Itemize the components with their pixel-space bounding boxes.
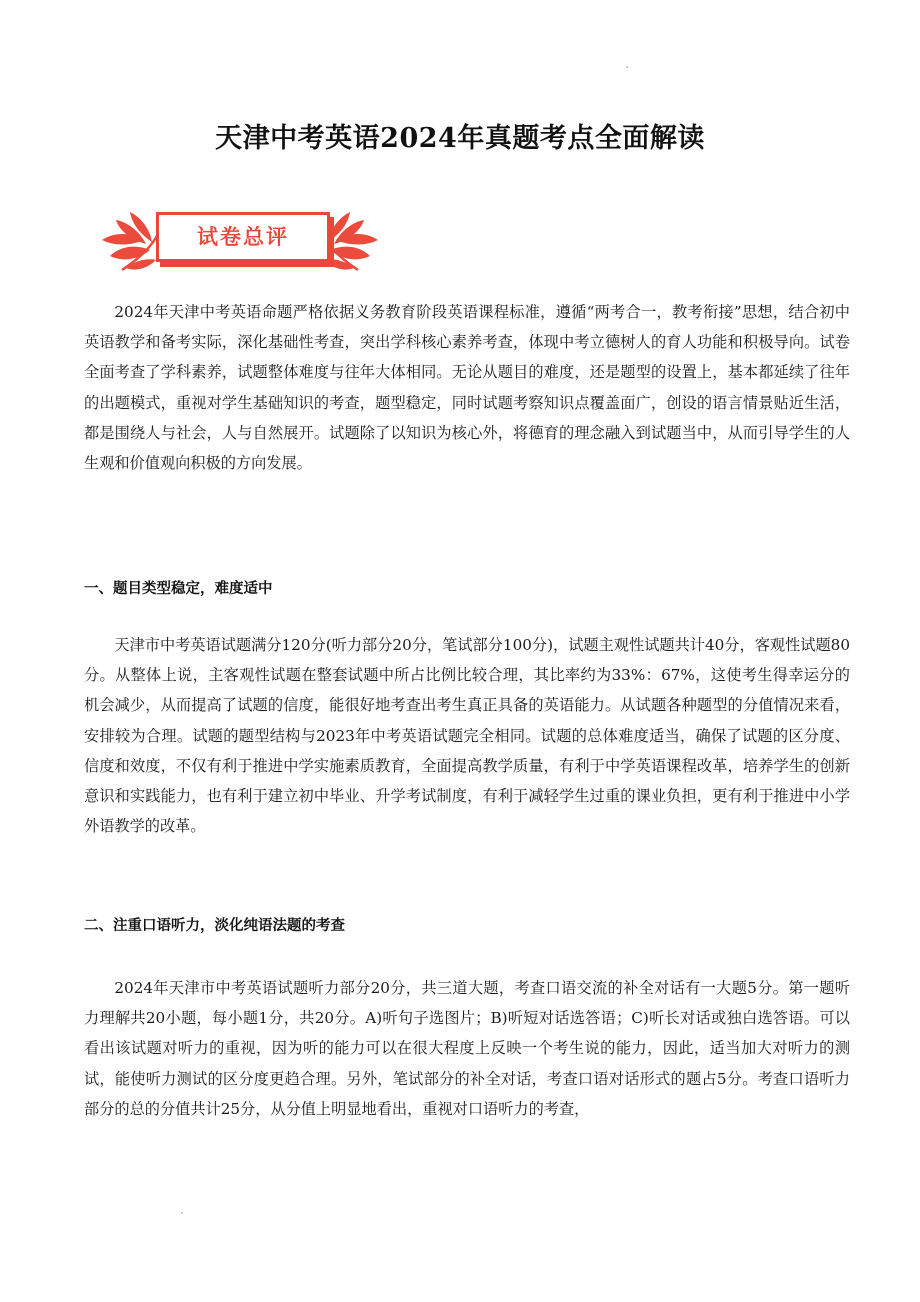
section-body-1: 天津市中考英语试题满分120分(听力部分20分，笔试部分100分)，试题主观性试题共计40分，客观性试题80分。从整体上说，主客观性试题在整套试题中所占比例比较合理，其比率约为33%：67%，这使考生得幸运分的机会减少，从而提高了试题的信度，能很好地考查出考生真正具备的英语能力。从试题各种题型的分值情况来看，安排较为合理。试题的题型结构与2023年中考英语试题完全相同。试题的总体难度适当，确保了试题的区分度、信度和效度，不仅有利于推进中学实施素质教育，全面提高教学质量，有利于中学英语课程改革，培养学生的创新意识和实践能力，也有利于建立初中毕业、升学考试制度，有利于减轻学生过重的课业负担，更有利于推进中小学外语教学的改革。: [84, 636, 850, 836]
scan-speck: [626, 66, 628, 68]
badge-label: 试卷总评: [156, 212, 330, 262]
intro-paragraph: 2024年天津中考英语命题严格依据义务教育阶段英语课程标准，遵循“两考合一，教考衔接”思想，结合初中英语教学和备考实际，深化基础性考查，突出学科核心素养考查，体现中考立德树人的育人功能和积极导向。试卷全面考查了学科素养，试题整体难度与往年大体相同。无论从题目的难度，还是题型的设置上，基本都延续了往年的出题模式，重视对学生基础知识的考查，题型稳定，同时试题考察知识点覆盖面广，创设的语言情景贴近生活，都是围绕人与社会，人与自然展开。试题除了以知识为核心外，将德育的理念融入到试题当中，从而引导学生的人生观和价值观向积极的方向发展。: [84, 303, 850, 473]
section-heading-2: 二、注重口语听力，淡化纯语法题的考查: [84, 918, 345, 934]
section-heading-1: 一、题目类型稳定，难度适中: [84, 581, 273, 597]
section-body-2: 2024年天津市中考英语试题听力部分20分，共三道大题，考查口语交流的补全对话有一大题5分。第一题听力理解共20小题，每小题1分，共20分。A)听句子选图片；B)听短对话选答语；C)听长对话或独白选答语。可以看出该试题对听力的重视，因为听的能力可以在很大程度上反映一个考生说的能力，因此，适当加大对听力的测试，能使听力测试的区分度更趋合理。另外，笔试部分的补全对话，考查口语对话形式的题占5分。考查口语听力部分的总的分值共计25分，从分值上明显地看出，重视对口语听力的考查，: [84, 979, 850, 1118]
scan-speck: [181, 1212, 183, 1214]
page-title: 天津中考英语2024年真题考点全面解读: [215, 123, 705, 154]
section-badge: [100, 206, 380, 276]
